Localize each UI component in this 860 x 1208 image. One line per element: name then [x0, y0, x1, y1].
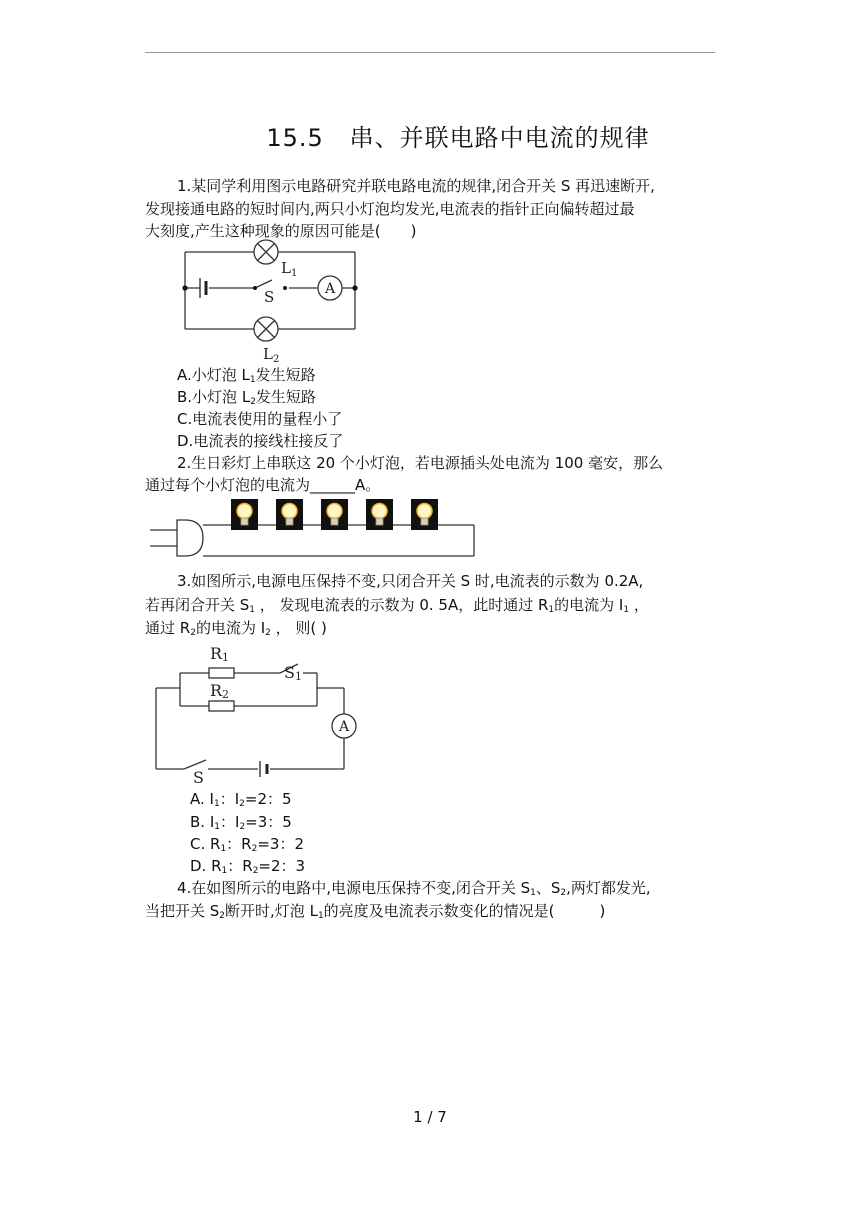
title-text: 串、并联电路中电流的规律 — [349, 124, 650, 152]
q1-option-a: A.小灯泡 $L_1$发生短路 — [177, 366, 316, 385]
page-title — [0, 118, 860, 153]
r2-label: R2 — [210, 681, 230, 701]
ammeter-label-q3: A — [338, 719, 350, 735]
header-rule — [145, 52, 715, 53]
q1-option-b: B.小灯泡 $L_2$发生短路 — [177, 388, 316, 407]
q3-line-2: 若再闭合开关 $S_1$ ， 发现电流表的示数为 0. 5A，此时通过 $R_1$的电流为 $I_1$ ， — [145, 596, 649, 615]
q1-line-2: 发现接通电路的短时间内,两只小灯泡均发光,电流表的指针正向偏转超过最 — [145, 200, 635, 218]
resistor-r2-icon — [209, 701, 234, 711]
switch-s-label: S — [264, 288, 275, 306]
q2-line-2: 通过每个小灯泡的电流为______A。 — [145, 476, 381, 494]
resistor-r1-icon — [209, 668, 234, 678]
q3-option-b: B. $I_1$：$I_2=3$：5 — [190, 813, 292, 832]
page-number: 1 / 7 — [413, 1108, 447, 1126]
q1-circuit-diagram — [175, 236, 375, 368]
s-label: S — [193, 768, 204, 787]
q1-option-c: C.电流表使用的量程小了 — [177, 410, 343, 428]
q3-option-d: D. $R_1$：$R_2=2$：3 — [190, 857, 306, 876]
q3-line-3: 通过 $R_2$的电流为 $I_2$ ， 则( ) — [145, 619, 327, 638]
q3-option-a: A. $I_1$：$I_2=2$：5 — [190, 790, 292, 809]
q2-light-string-diagram — [145, 496, 480, 562]
q3-circuit-diagram — [150, 636, 365, 786]
plug-icon — [177, 520, 203, 556]
title-number: 15.5 — [266, 124, 324, 152]
q1-line-3: 大刻度,产生这种现象的原因可能是( ) — [145, 222, 417, 240]
l2-label: $L_2$ — [263, 345, 280, 365]
bulb-icon — [276, 499, 303, 530]
ammeter-label: A — [324, 281, 336, 297]
bulb-icon — [411, 499, 438, 530]
q2-line-1: 2.生日彩灯上串联这 20 个小灯泡，若电源插头处电流为 100 毫安，那么 — [177, 454, 664, 472]
s1-label: S1 — [284, 663, 302, 683]
bulb-icon — [321, 499, 348, 530]
q4-line-1: 4.在如图所示的电路中,电源电压保持不变,闭合开关 $S_1$、$S_2$,两灯都发光, — [177, 879, 651, 898]
q3-line-1: 3.如图所示,电源电压保持不变,只闭合开关 S 时,电流表的示数为 0.2A, — [177, 572, 644, 590]
bulb-icon — [231, 499, 258, 530]
q4-line-2: 当把开关 $S_2$断开时,灯泡 $L_1$的亮度及电流表示数变化的情况是( ) — [145, 902, 606, 921]
q1-line-1: 1.某同学利用图示电路研究并联电路电流的规律,闭合开关 S 再迅速断开, — [177, 177, 655, 195]
r1-label: R1 — [210, 644, 230, 664]
bulb-icon — [366, 499, 393, 530]
lamp-l2-icon — [254, 317, 278, 341]
lamp-l1-icon — [254, 240, 278, 264]
l1-label: $L_1$ — [281, 259, 298, 279]
q3-option-c: C. $R_1$：$R_2=3$：2 — [190, 835, 304, 854]
q1-option-d: D.电流表的接线柱接反了 — [177, 432, 344, 450]
